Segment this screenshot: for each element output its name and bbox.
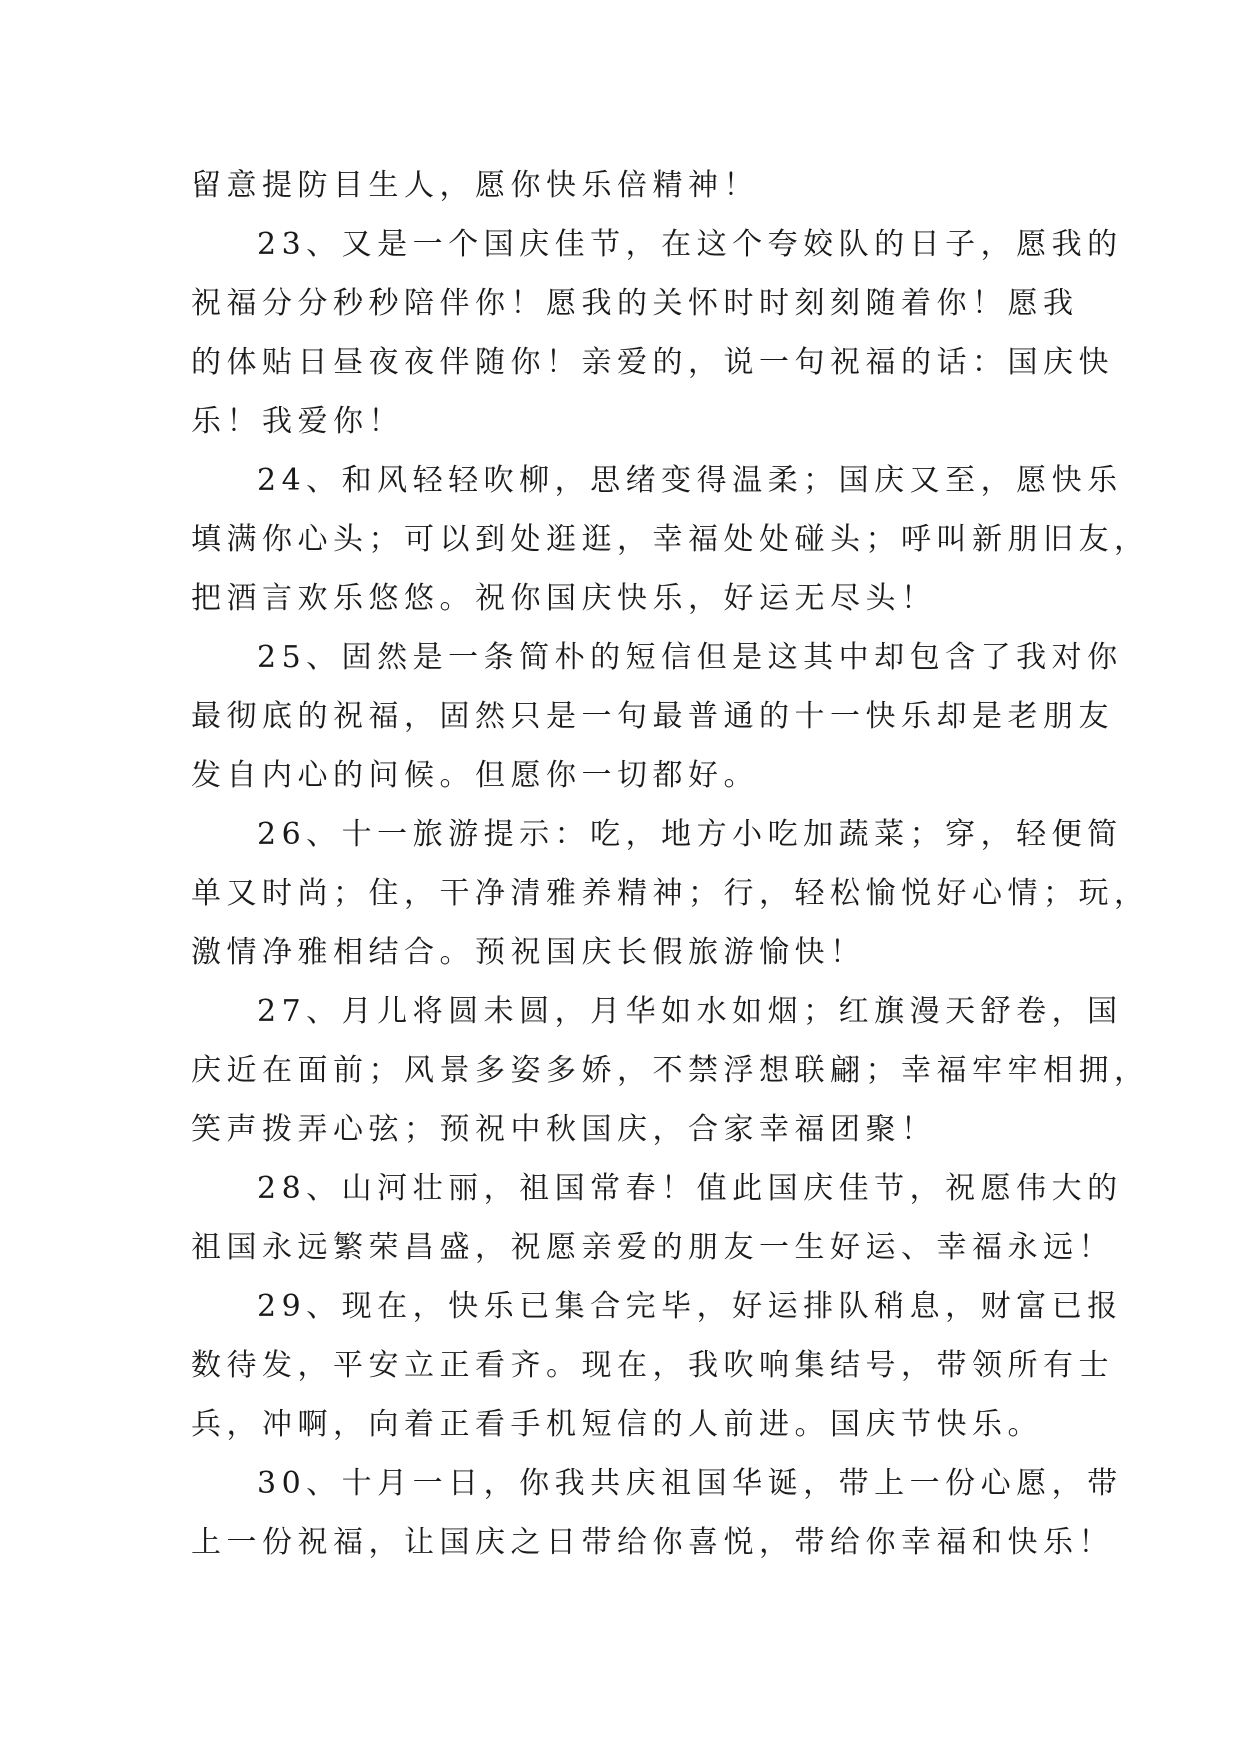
- text-line: 23、又是一个国庆佳节，在这个夸姣队的日子，愿我的: [257, 227, 1123, 262]
- text-line: 激情净雅相结合。预祝国庆长假旅游愉快！: [191, 935, 866, 970]
- text-line: 上一份祝福，让国庆之日带给你喜悦，带给你幸福和快乐！: [191, 1525, 1114, 1560]
- text-line: 最彻底的祝福，固然只是一句最普通的十一快乐却是老朋友: [191, 699, 1114, 734]
- text-line: 25、固然是一条简朴的短信但是这其中却包含了我对你: [257, 640, 1123, 675]
- text-line: 祖国永远繁荣昌盛，祝愿亲爱的朋友一生好运、幸福永远！: [191, 1230, 1114, 1265]
- text-line: 27、月儿将圆未圆，月华如水如烟；红旗漫天舒卷，国: [257, 994, 1123, 1029]
- text-line: 26、十一旅游提示：吃，地方小吃加蔬菜；穿，轻便简: [257, 817, 1123, 852]
- text-line: 28、山河壮丽，祖国常春！值此国庆佳节，祝愿伟大的: [257, 1171, 1123, 1206]
- text-line: 祝福分分秒秒陪伴你！愿我的关怀时时刻刻随着你！愿我: [191, 286, 1079, 321]
- text-line: 24、和风轻轻吹柳，思绪变得温柔；国庆又至，愿快乐: [257, 463, 1123, 498]
- text-line: 30、十月一日，你我共庆祖国华诞，带上一份心愿，带: [257, 1466, 1123, 1501]
- text-line: 乐！我爱你！: [191, 404, 404, 439]
- text-line: 29、现在，快乐已集合完毕，好运排队稍息，财富已报: [257, 1289, 1123, 1324]
- text-line: 的体贴日昼夜夜伴随你！亲爱的，说一句祝福的话：国庆快: [191, 345, 1114, 380]
- text-line: 数待发，平安立正看齐。现在，我吹响集结号，带领所有士: [191, 1348, 1114, 1383]
- text-line: 填满你心头；可以到处逛逛，幸福处处碰头；呼叫新朋旧友，: [191, 522, 1150, 557]
- text-line: 单又时尚；住，干净清雅养精神；行，轻松愉悦好心情；玩，: [191, 876, 1150, 911]
- text-line: 留意提防目生人，愿你快乐倍精神！: [191, 168, 759, 203]
- text-line: 把酒言欢乐悠悠。祝你国庆快乐，好运无尽头！: [191, 581, 937, 616]
- text-line: 庆近在面前；风景多姿多娇，不禁浮想联翩；幸福牢牢相拥，: [191, 1053, 1150, 1088]
- text-line: 笑声拨弄心弦；预祝中秋国庆，合家幸福团聚！: [191, 1112, 937, 1147]
- document-body: [191, 156, 1150, 1572]
- text-line: 发自内心的问候。但愿你一切都好。: [191, 758, 759, 793]
- text-line: 兵，冲啊，向着正看手机短信的人前进。国庆节快乐。: [191, 1407, 1043, 1442]
